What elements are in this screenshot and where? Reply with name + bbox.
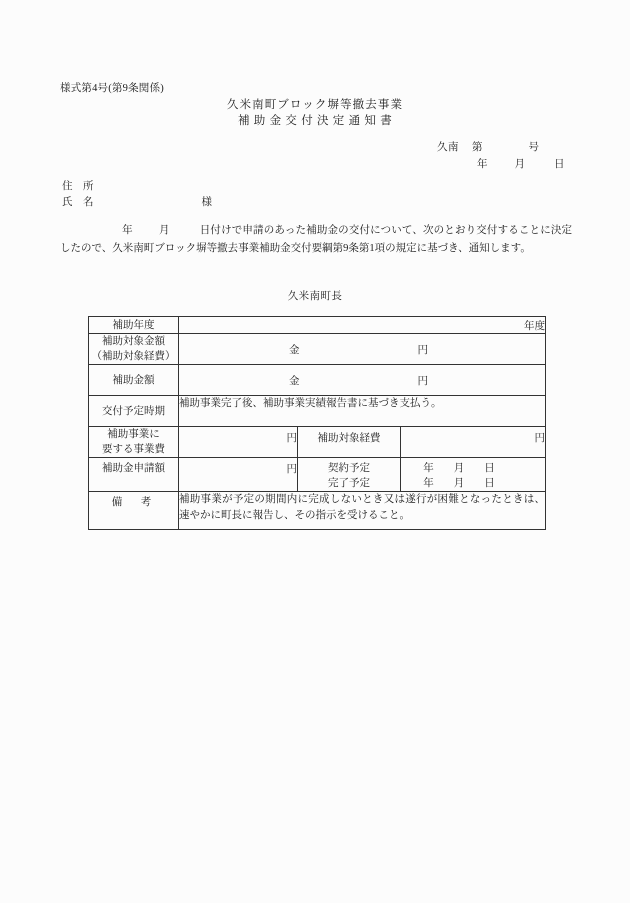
label-payment-timing: 交付予定時期 [89,396,179,427]
value-application-amount[interactable]: 円 [179,458,298,492]
document-title [0,97,630,129]
signer-title: 久米南町長 [287,291,343,302]
doc-date-month-label: 月 [514,159,525,170]
completion-date-month-label: 月 [453,478,465,489]
value-payment-timing: 補助事業完了後、補助事業実績報告書に基づき支払う。 [179,396,546,427]
doc-number-gou-label: 号 [528,142,539,153]
table-row-subsidy-year [89,317,546,334]
label-remarks: 備 考 [89,492,179,530]
addressee-name-label: 氏 名 [62,197,94,208]
values-schedule-dates[interactable] [401,458,546,492]
contract-date-day-label: 日 [484,463,495,474]
completion-date-year-label: 年 [423,478,434,489]
value-subsidy-amount[interactable] [179,365,546,396]
form-number: 様式第4号(第9条関係) [60,83,164,94]
doc-number-prefix: 久南 [437,142,459,153]
label-project-cost-target-expense: 補助対象経費 [298,427,401,458]
document-number-line [437,139,539,154]
completion-schedule-date[interactable] [423,476,523,491]
table-row-application-amount [89,458,546,492]
target-amount-currency-suffix: 円 [417,344,428,356]
addressee-address-row [62,178,94,193]
table-row-project-cost [89,427,546,458]
labels-schedule [298,458,401,492]
label-project-cost-line2: 要する事業費 [102,444,165,455]
contract-date-month-label: 月 [453,463,465,474]
title-line-notice: 補助金交付決定通知書 [238,115,396,127]
table-row-remarks [89,492,546,530]
table-row-target-amount [89,334,546,365]
doc-date-day-label: 日 [554,159,565,170]
title-line-project: 久米南町ブロック塀等撤去事業 [226,99,404,111]
doc-number-dai-label: 第 [472,142,483,153]
value-target-amount[interactable] [179,334,546,365]
subsidy-amount-currency-prefix: 金 [289,375,300,387]
completion-date-day-label: 日 [484,478,495,489]
contract-date-year-label: 年 [423,463,434,474]
label-completion-schedule: 完了予定 [328,478,370,489]
label-target-amount-line1: 補助対象金額 [102,336,165,347]
label-project-cost-line1: 補助事業に [107,429,160,440]
label-project-cost [89,427,179,458]
value-project-cost[interactable]: 円 [179,427,298,458]
doc-date-year-label: 年 [477,159,488,170]
label-subsidy-year: 補助年度 [89,317,179,334]
target-amount-currency-prefix: 金 [289,344,300,356]
label-subsidy-amount: 補助金額 [89,365,179,396]
label-application-amount: 補助金申請額 [89,458,179,492]
value-target-expense[interactable]: 円 [401,427,546,458]
table-row-payment-timing [89,396,546,427]
value-remarks: 補助事業が予定の期間内に完成しないとき又は遂行が困難となったときは、速やかに町長に報告し、その指示を受けること。 [179,492,546,530]
label-contract-schedule: 契約予定 [328,463,370,474]
document-date-line [477,156,565,171]
label-target-amount-line2: （補助対象経費） [91,351,176,362]
body-paragraph [60,222,572,257]
value-subsidy-year[interactable]: 年度 [179,317,546,334]
body-paragraph-text: 日付けで申請のあった補助金の交付について、次のとおり交付することに決定したので、久米南町ブロック塀等撤去事業補助金交付要綱第9条第1項の規定に基づき、通知します。 [60,225,572,254]
addressee-address-label: 住 所 [62,181,94,192]
table-row-subsidy-amount [89,365,546,396]
addressee-honorific: 様 [201,197,212,208]
grant-details-table [88,316,546,530]
contract-schedule-date[interactable] [423,461,523,476]
label-target-amount [89,334,179,365]
addressee-name-row [62,194,212,209]
body-date-month-label: 月 [158,225,170,236]
body-date-year-label: 年 [122,225,133,236]
subsidy-amount-currency-suffix: 円 [417,375,428,387]
